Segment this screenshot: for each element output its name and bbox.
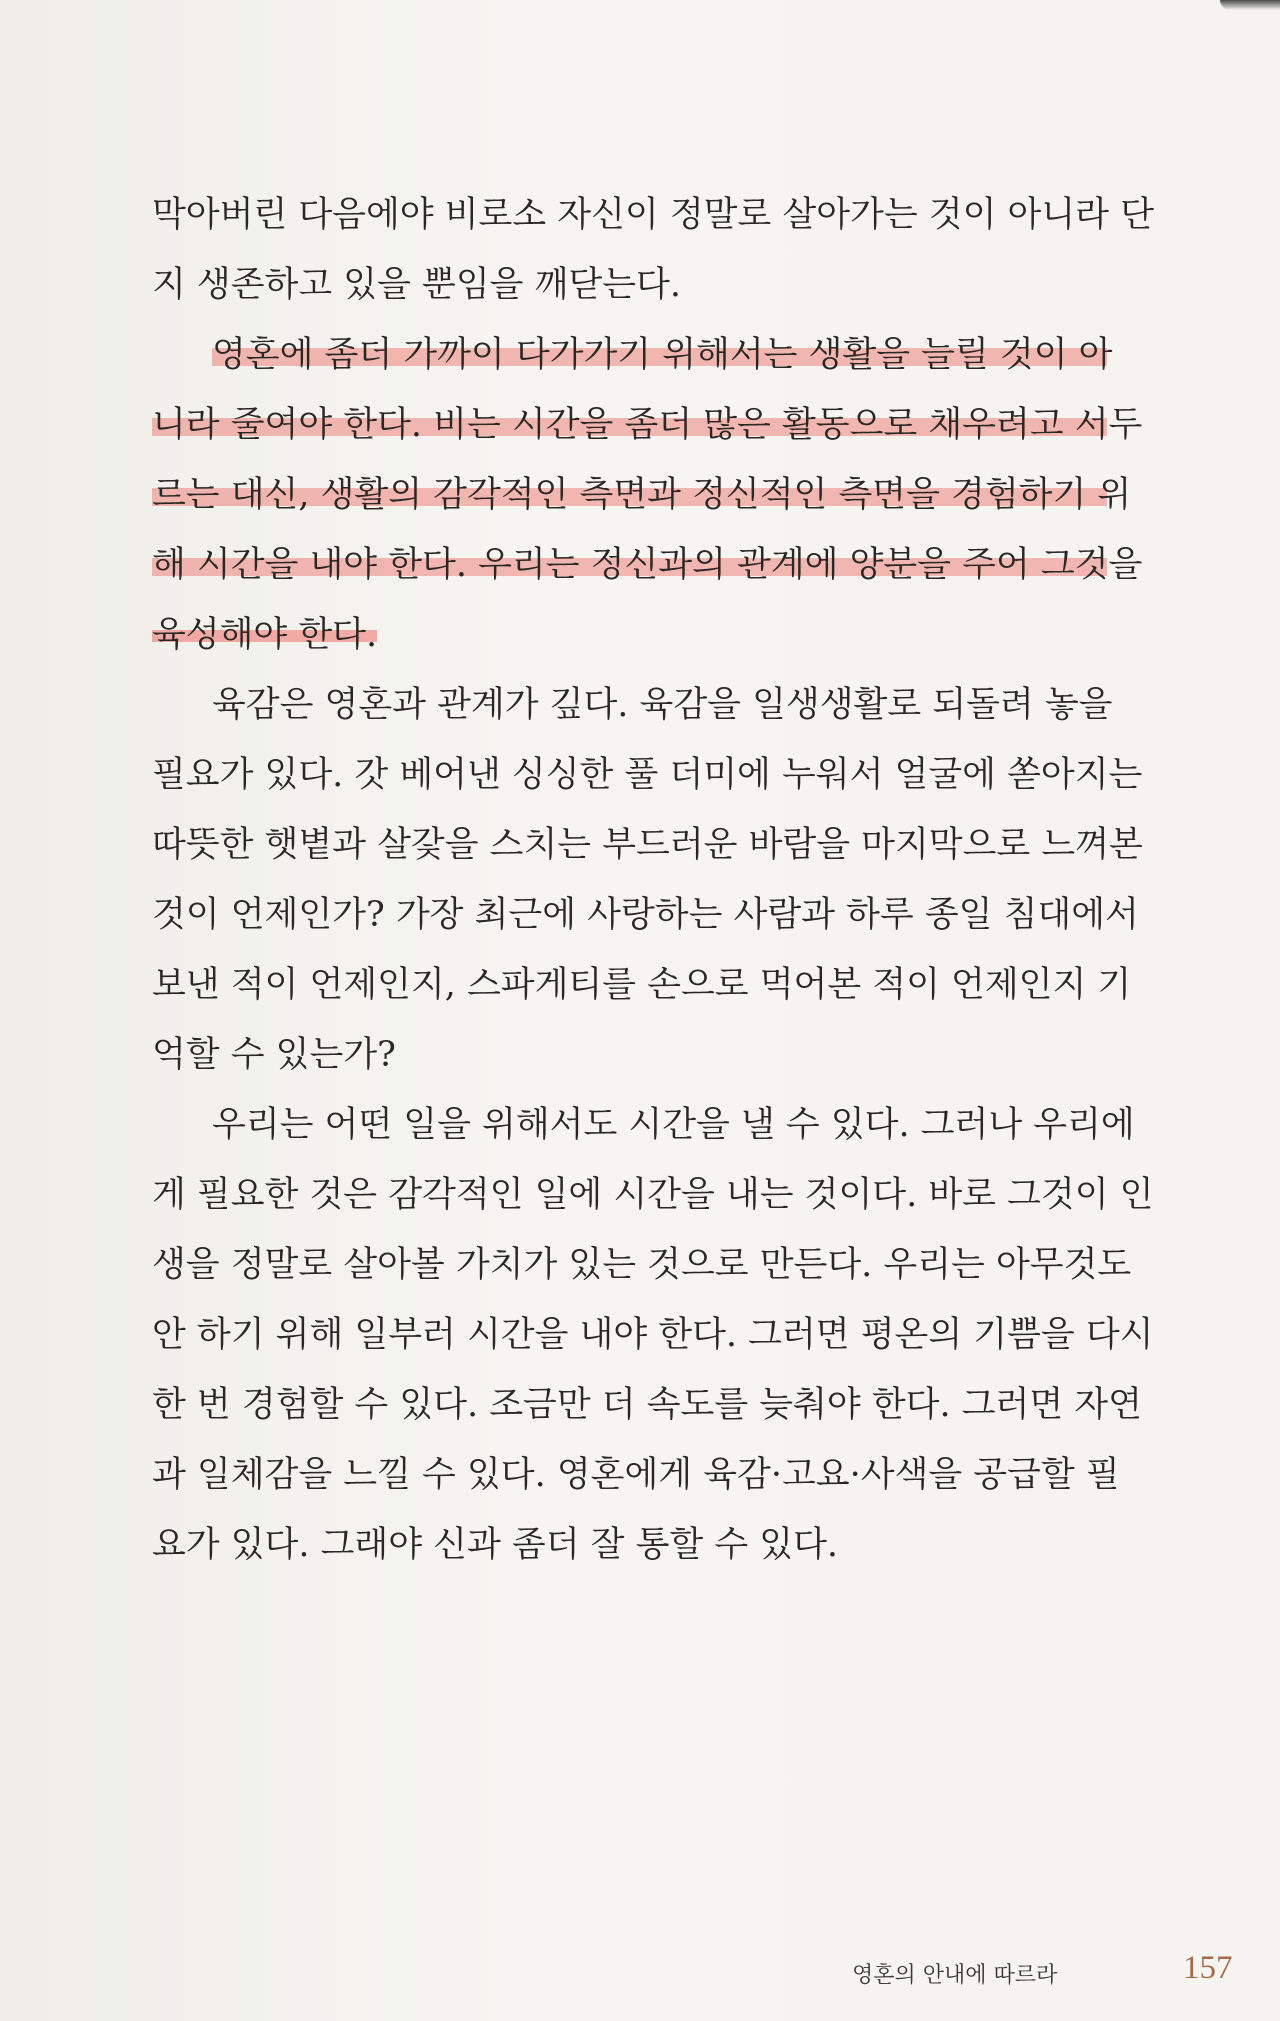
text-line: 억할 수 있는가? xyxy=(152,1035,396,1075)
text-line: 요가 있다. 그래야 신과 좀더 잘 통할 수 있다. xyxy=(152,1525,839,1565)
text-line: 보낸 적이 언제인지, 스파게티를 손으로 먹어본 적이 언제인지 기 xyxy=(152,965,1132,1005)
page-number: 157 xyxy=(1183,1950,1233,1986)
text-line: 것이 언제인가? 가장 최근에 사랑하는 사람과 하루 종일 침대에서 xyxy=(152,895,1139,935)
page-footer xyxy=(0,1950,1280,2000)
page-corner-shadow xyxy=(1220,0,1280,10)
highlighted-line: 르는 대신, 생활의 감각적인 측면과 정신적인 측면을 경험하기 위 xyxy=(152,460,1107,530)
highlighted-line: 니라 줄여야 한다. 비는 시간을 좀더 많은 활동으로 채우려고 서두 xyxy=(152,390,1107,460)
highlighted-line-last xyxy=(152,600,1107,670)
text-line: 과 일체감을 느낄 수 있다. 영혼에게 육감·고요·사색을 공급할 필 xyxy=(152,1455,1120,1495)
highlighted-line: 영혼에 좀더 가까이 다가가기 위해서는 생활을 늘릴 것이 아 xyxy=(152,320,1107,390)
highlighted-text: 육성해야 한다. xyxy=(152,615,378,655)
text-line: 우리는 어떤 일을 위해서도 시간을 낼 수 있다. 그러나 우리에 xyxy=(212,1105,1135,1145)
text-line: 육감은 영혼과 관계가 깊다. 육감을 일생생활로 되돌려 놓을 xyxy=(212,685,1113,725)
text-line: 지 생존하고 있을 뿐임을 깨닫는다. xyxy=(152,265,681,305)
text-line: 한 번 경험할 수 있다. 조금만 더 속도를 늦춰야 한다. 그러면 자연 xyxy=(152,1385,1142,1425)
text-line: 필요가 있다. 갓 베어낸 싱싱한 풀 더미에 누워서 얼굴에 쏟아지는 xyxy=(152,755,1143,795)
running-head: 영혼의 안내에 따르라 xyxy=(852,1963,1058,1988)
text-line: 안 하기 위해 일부러 시간을 내야 한다. 그러면 평온의 기쁨을 다시 xyxy=(152,1315,1154,1355)
text-line: 생을 정말로 살아볼 가치가 있는 것으로 만든다. 우리는 아무것도 xyxy=(152,1245,1132,1285)
text-line: 막아버린 다음에야 비로소 자신이 정말로 살아가는 것이 아니라 단 xyxy=(152,195,1154,235)
text-line: 따뜻한 햇볕과 살갗을 스치는 부드러운 바람을 마지막으로 느껴본 xyxy=(152,825,1143,865)
highlighted-line: 해 시간을 내야 한다. 우리는 정신과의 관계에 양분을 주어 그것을 xyxy=(152,530,1107,600)
body-text xyxy=(152,180,1154,1580)
text-line: 게 필요한 것은 감각적인 일에 시간을 내는 것이다. 바로 그것이 인 xyxy=(152,1175,1154,1215)
